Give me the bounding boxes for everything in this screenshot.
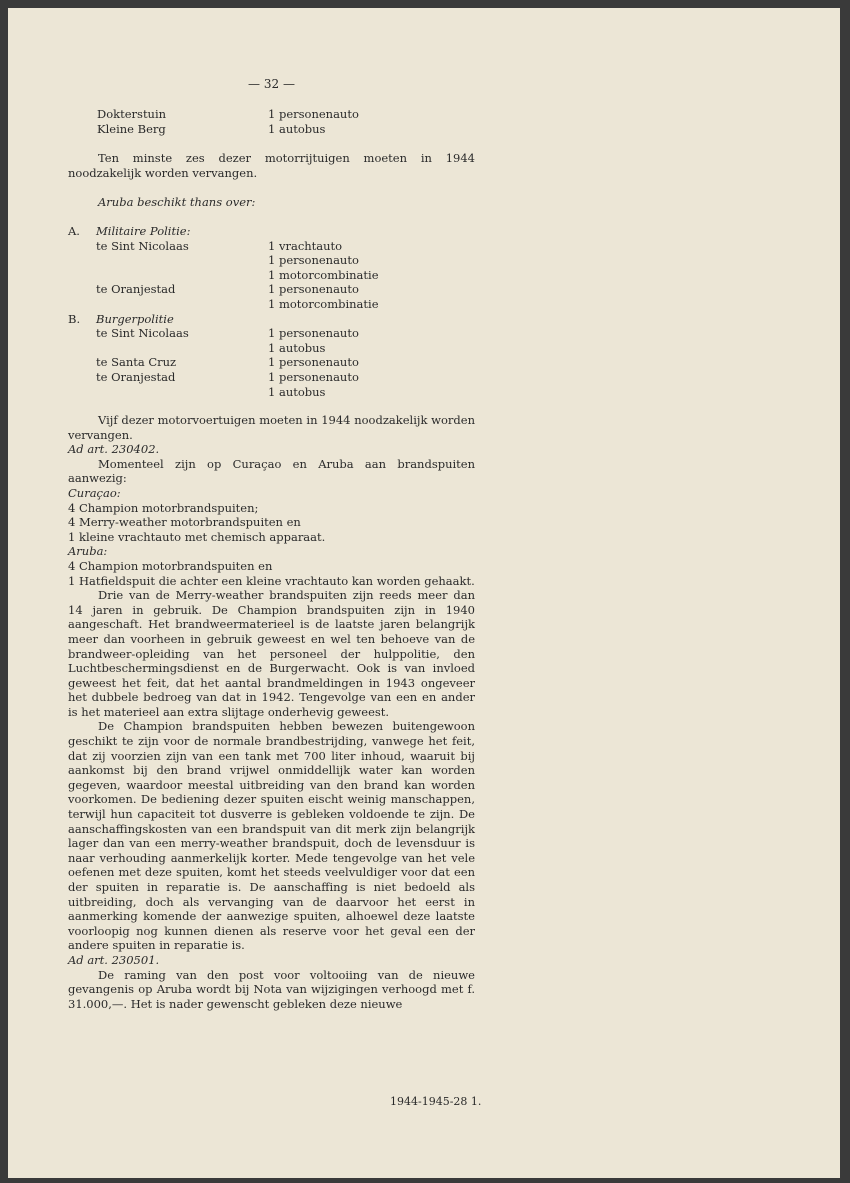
body-text (68, 413, 475, 1011)
list-row: te Santa Cruz 1 personenauto (96, 355, 359, 370)
footer-ref: 1944-1945-28 1. (390, 1095, 482, 1108)
aruba-label: Aruba: (68, 544, 108, 559)
list-row: 1 motorcombinatie (268, 296, 379, 311)
paragraph: Drie van de Merry-weather brandspuiten zijn reeds meer dan 14 jaren in gebruik. De Champion brandspuiten zijn in 1940 aangeschaft. Het brandweermaterieel is de laatste jaren belangrijk meer dan voorheen in gebruik geweest en wel ten behoeve van de brandweer-opleiding van het personeel der hulppolitie, den Luchtbeschermingsdienst en de Burgerwacht. Ook is van invloed geweest het feit, dat het aantal brandmeldingen in 1943 ongeveer het dubbele bedroeg van dat in 1942. Tengevolge van een en ander is het materieel aan extra slijtage onderhevig geweest. (68, 588, 475, 719)
list-row: te Sint Nicolaas 1 personenauto (96, 326, 359, 341)
list-row: Kleine Berg 1 autobus (97, 121, 326, 136)
list-row: te Sint Nicolaas 1 vrachtauto (96, 238, 343, 253)
list-row: 1 autobus (268, 340, 326, 355)
list-item: 1 Hatfieldspuit die achter een kleine vrachtauto kan worden gehaakt. (68, 573, 475, 588)
paragraph: De Champion brandspuiten hebben bewezen buitengewoon geschikt te zijn voor de normale brandbestrijding, vanwege het feit, dat zij voorzien zijn van een tank met 700 liter inhoud, waaruit bij aankomst bij den brand vrijwel onmiddellijk water kan worden gegeven, waardoor meestal uitbreiding van den brand kan worden voorkomen. De bediening dezer spuiten eischt weinig manschappen, terwijl hun capaciteit tot dusverre is gebleken voldoende te zijn. De aanschaffingskosten van een brandspuit van dit merk zijn belangrijk lager dan van een merry-weather brandspuit, doch de levensduur is naar verhouding aanmerkelijk korter. Mede tengevolge van het vele oefenen met deze spuiten, komt het steeds veelvuldiger voor dat een der spuiten in reparatie is. De aanschaffing is niet bedoeld als uitbreiding, doch als vervanging van de daarvoor het eerst in aanmerking komende der aanwezige spuiten, alhoewel deze laatste voorloopig nog kunnen dienen als reserve voor het geval een der andere spuiten in reparatie is. (68, 719, 475, 953)
top-list (97, 107, 477, 136)
paragraph: De raming van den post voor voltooiing van de nieuwe gevangenis op Aruba wordt bij Nota van wijzigingen verhoogd met f. 31.000,—. Het is nader gewenscht gebleken deze nieuwe (68, 967, 475, 1011)
list-item: 4 Champion motorbrandspuiten en (68, 558, 273, 573)
list-row: 1 autobus (268, 384, 326, 399)
section-title: Militaire Politie: (96, 224, 191, 238)
paragraph: Vijf dezer motorvoertuigen moeten in 1944 noodzakelijk worden vervangen. (68, 413, 475, 442)
page-number: — 32 — (248, 77, 295, 91)
paragraph: Ten minste zes dezer motorrijtuigen moeten in 1944 noodzakelijk worden vervangen. (68, 151, 475, 180)
section-title: Burgerpolitie (96, 311, 174, 326)
document-page (8, 8, 840, 1178)
list-item: 4 Merry-weather motorbrandspuiten en (68, 515, 301, 530)
curacao-label: Curaçao: (68, 485, 121, 500)
paragraph: Momenteel zijn op Curaçao en Aruba aan brandspuiten aanwezig: (68, 456, 475, 486)
list-row: te Oranjestad 1 personenauto (96, 282, 359, 297)
list-row: Dokterstuin 1 personenauto (97, 107, 359, 121)
list-row: te Oranjestad 1 personenauto (96, 369, 359, 384)
list-row: 1 motorcombinatie (268, 267, 379, 282)
section-a (68, 224, 468, 399)
list-item: 4 Champion motorbrandspuiten; (68, 500, 259, 515)
section-letter: B. (68, 311, 81, 326)
section-letter: A. (68, 224, 80, 238)
article-ref: Ad art. 230402. (68, 442, 160, 457)
aruba-heading: Aruba beschikt thans over: (98, 195, 256, 209)
list-item: 1 kleine vrachtauto met chemisch apparaat. (68, 529, 326, 544)
article-ref: Ad art. 230501. (68, 952, 160, 967)
list-row: 1 personenauto (268, 253, 359, 268)
